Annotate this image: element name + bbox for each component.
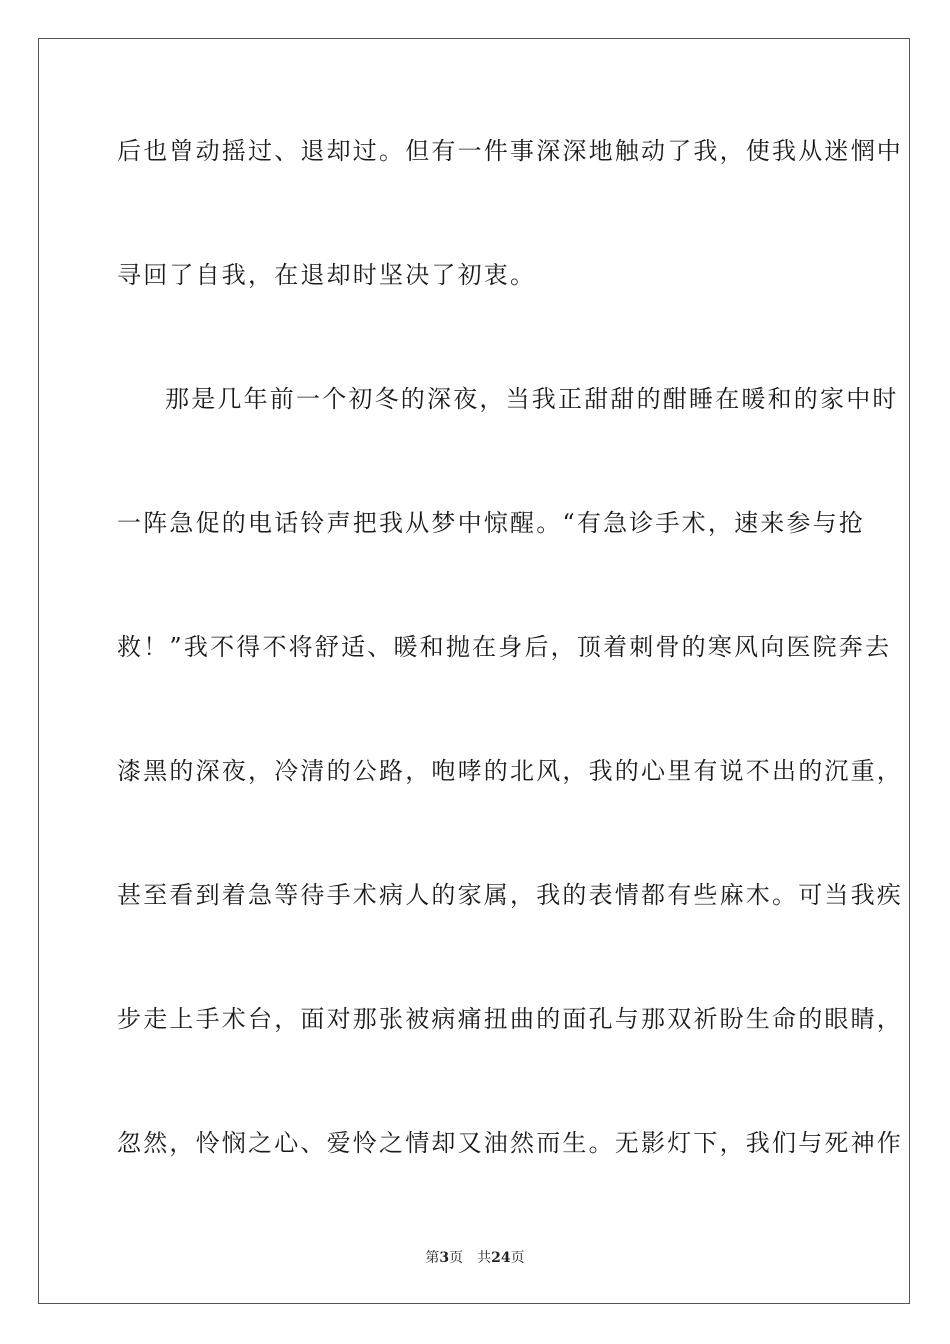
page-number: 3 <box>439 1250 450 1266</box>
body-text-line: 救！”我不得不将舒适、暖和抛在身后，顶着刺骨的寒风向医院奔去 <box>117 633 892 661</box>
body-text-line: 忽然，怜悯之心、爱怜之情却又油然而生。无影灯下，我们与死神作 <box>117 1129 903 1157</box>
page-prefix: 第 <box>425 1250 440 1266</box>
body-text-line: 甚至看到着急等待手术病人的家属，我的表情都有些麻木。可当我疾 <box>117 881 903 909</box>
total-prefix: 共 <box>477 1250 492 1266</box>
page-footer <box>0 1249 950 1267</box>
total-suffix: 页 <box>510 1250 525 1266</box>
body-text-line: 寻回了自我，在退却时坚决了初衷。 <box>117 261 537 289</box>
page-border <box>38 38 910 1304</box>
body-text-line: 后也曾动摇过、退却过。但有一件事深深地触动了我，使我从迷惘中 <box>117 137 903 165</box>
body-text-line: 步走上手术台，面对那张被病痛扭曲的面孔与那双祈盼生命的眼睛， <box>117 1005 903 1033</box>
page-suffix: 页 <box>449 1250 464 1266</box>
paragraph-start-line: 那是几年前一个初冬的深夜，当我正甜甜的酣睡在暖和的家中时 <box>165 385 899 413</box>
total-pages: 24 <box>491 1250 511 1266</box>
body-text-line: 一阵急促的电话铃声把我从梦中惊醒。“有急诊手术，速来参与抢 <box>117 509 866 537</box>
body-text-line: 漆黑的深夜，冷清的公路，咆哮的北风，我的心里有说不出的沉重， <box>117 757 903 785</box>
